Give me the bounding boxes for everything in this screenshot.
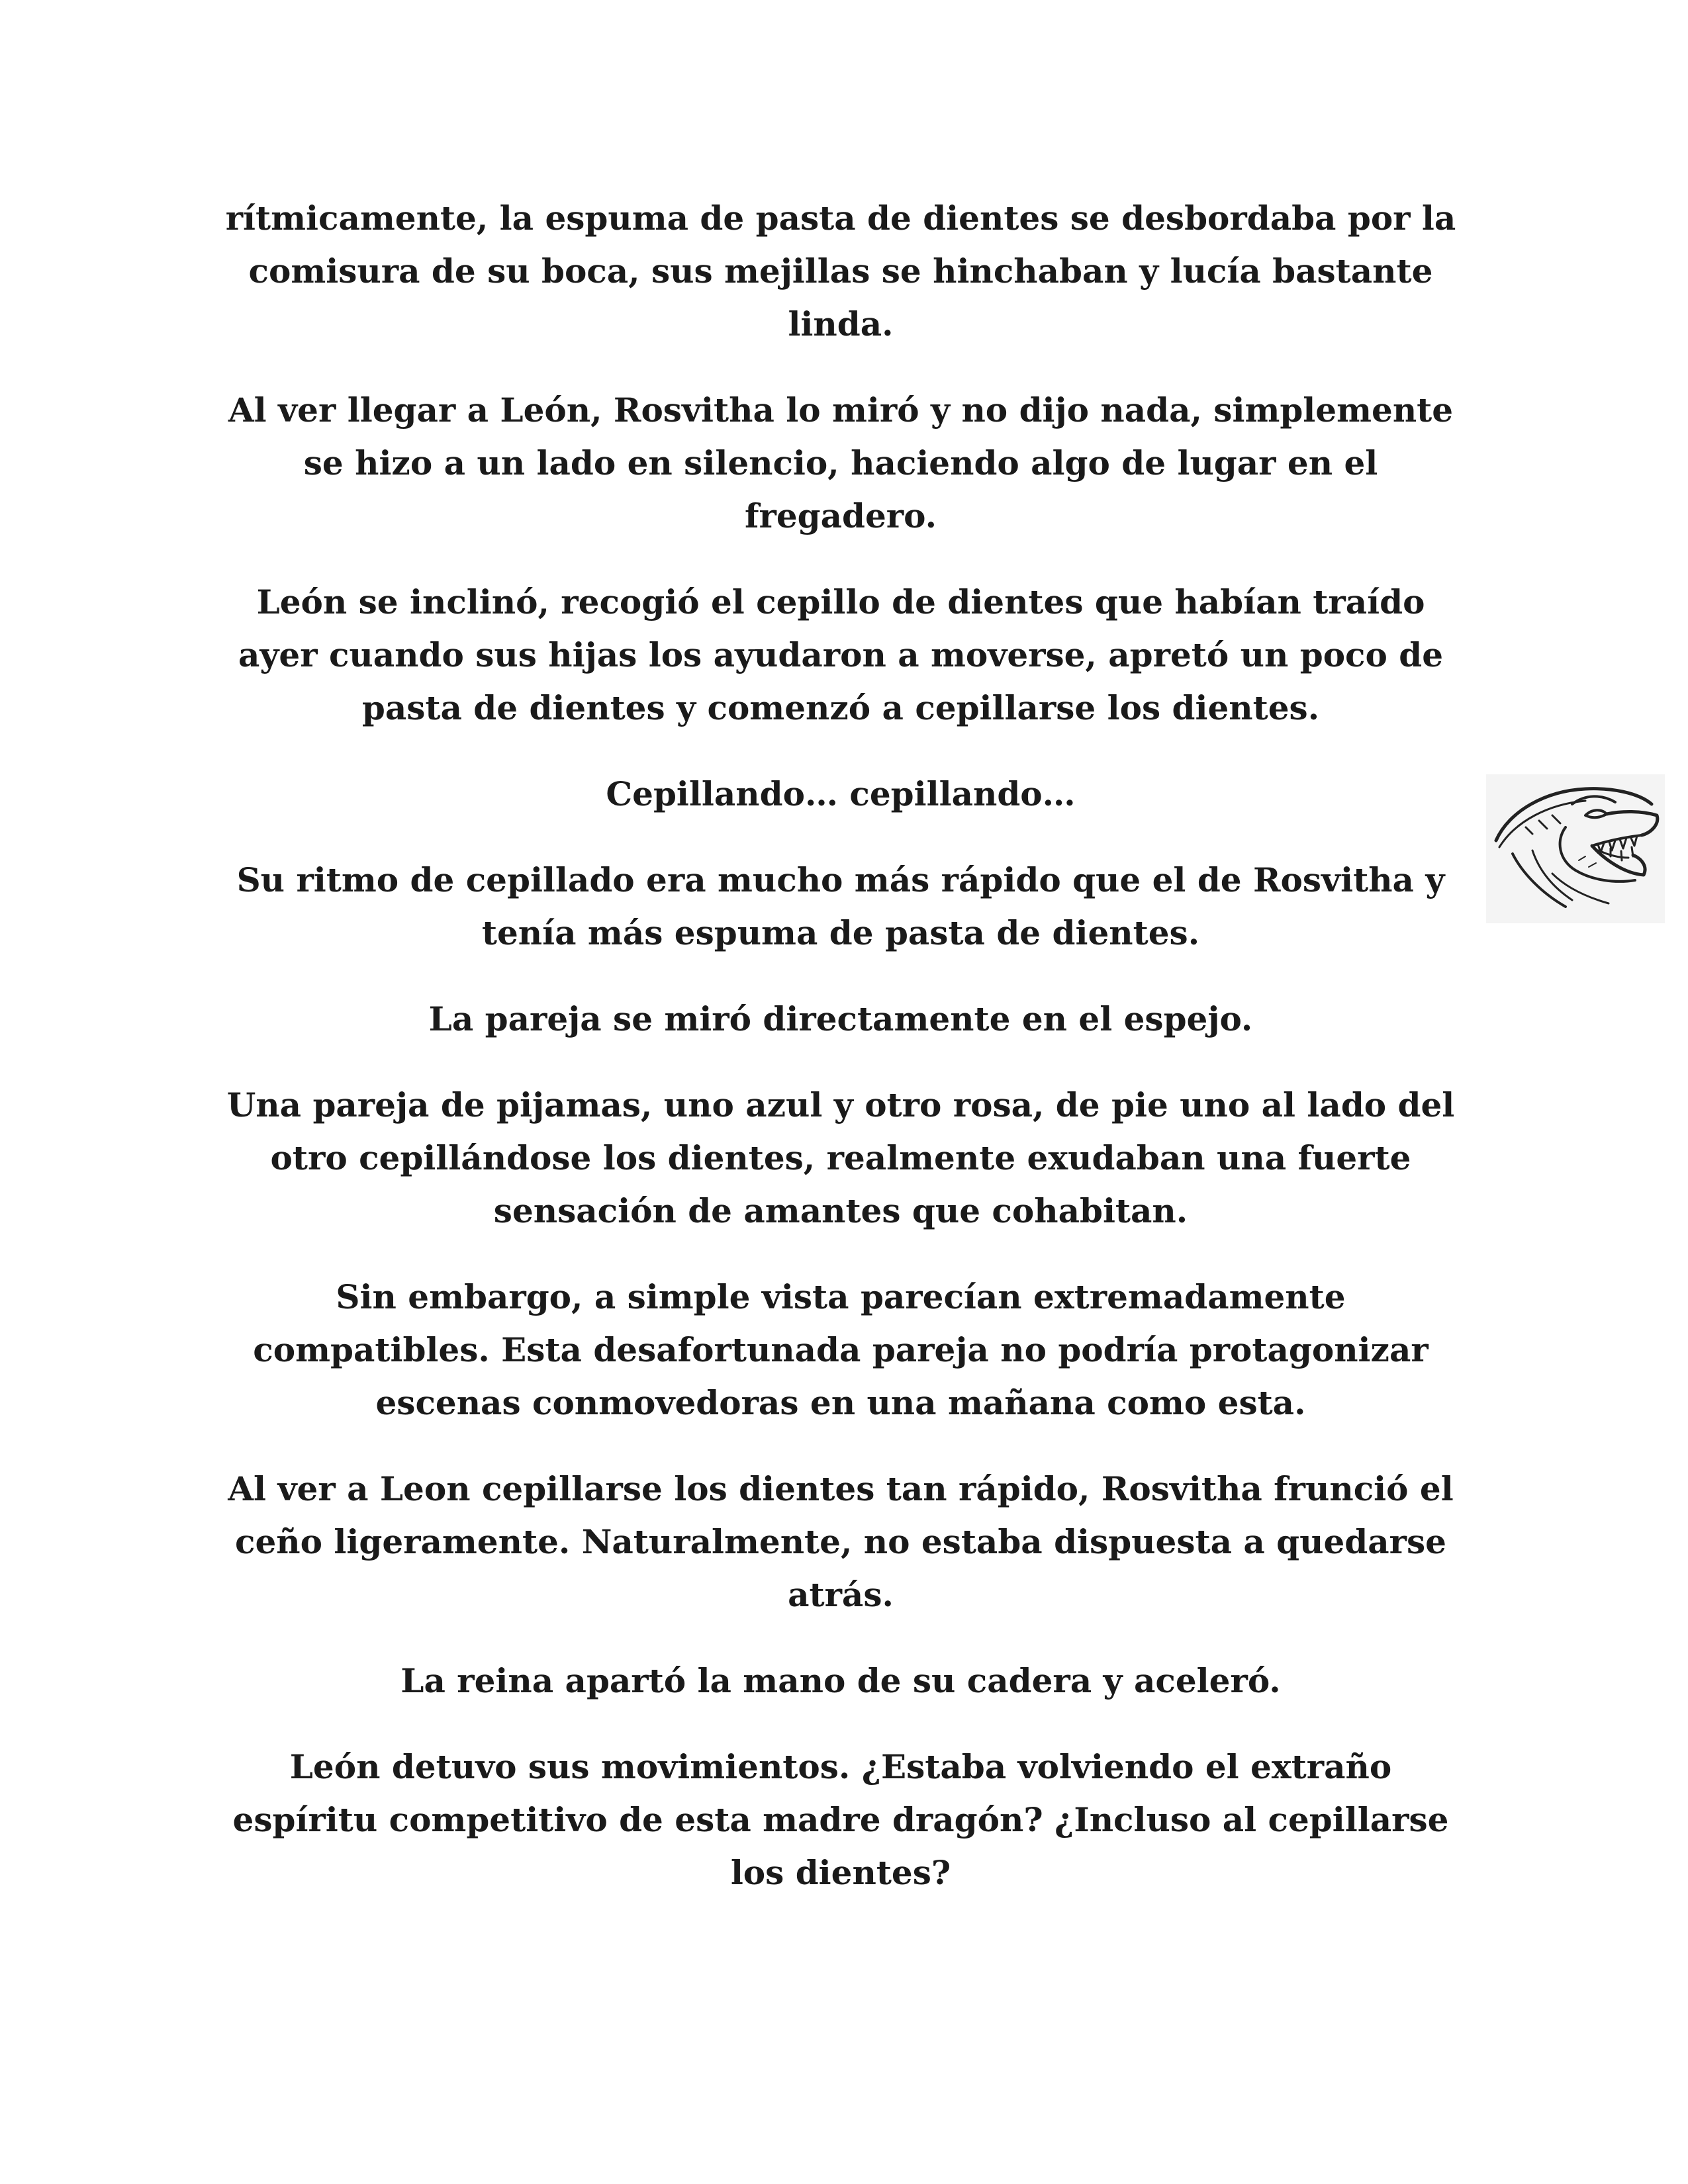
paragraph-3: León se inclinó, recogió el cepillo de dientes que habían traído ayer cuando sus hijas los ayudaron a moverse, apretó un poco de pasta de dientes y comenzó a cepillarse los dientes. xyxy=(238,582,1444,727)
paragraph-5: Su ritmo de cepillado era mucho más rápido que el de Rosvitha y tenía más espuma de pasta de dientes. xyxy=(236,860,1445,952)
paragraph-7: Una pareja de pijamas, uno azul y otro rosa, de pie uno al lado del otro cepillándose los dientes, realmente exudaban una fuerte sensación de amantes que cohabitan. xyxy=(226,1085,1455,1230)
paragraph-10: La reina apartó la mano de su cadera y aceleró. xyxy=(400,1661,1281,1700)
paragraph-4: Cepillando… cepillando… xyxy=(606,774,1076,813)
dragon-head-sketch-icon xyxy=(1486,774,1665,923)
paragraph-6: La pareja se miró directamente en el espejo. xyxy=(428,999,1253,1038)
paragraph-11: León detuvo sus movimientos. ¿Estaba volviendo el extraño espíritu competitivo de esta madre dragón? ¿Incluso al cepillarse los dientes? xyxy=(232,1747,1449,1892)
paragraph-2: Al ver llegar a León, Rosvitha lo miró y no dijo nada, simplemente se hizo a un lado en silencio, haciendo algo de lugar en el fregadero. xyxy=(228,390,1454,535)
document-body xyxy=(225,192,1456,1933)
paragraph-1: rítmicamente, la espuma de pasta de dientes se desbordaba por la comisura de su boca, sus mejillas se hinchaban y lucía bastante linda. xyxy=(225,199,1456,343)
paragraph-9: Al ver a Leon cepillarse los dientes tan rápido, Rosvitha frunció el ceño ligeramente. Naturalmente, no estaba dispuesta a quedarse atrás. xyxy=(228,1469,1454,1614)
paragraph-8: Sin embargo, a simple vista parecían extremadamente compatibles. Esta desafortunada pareja no podría protagonizar escenas conmovedoras en una mañana como esta. xyxy=(253,1277,1429,1422)
